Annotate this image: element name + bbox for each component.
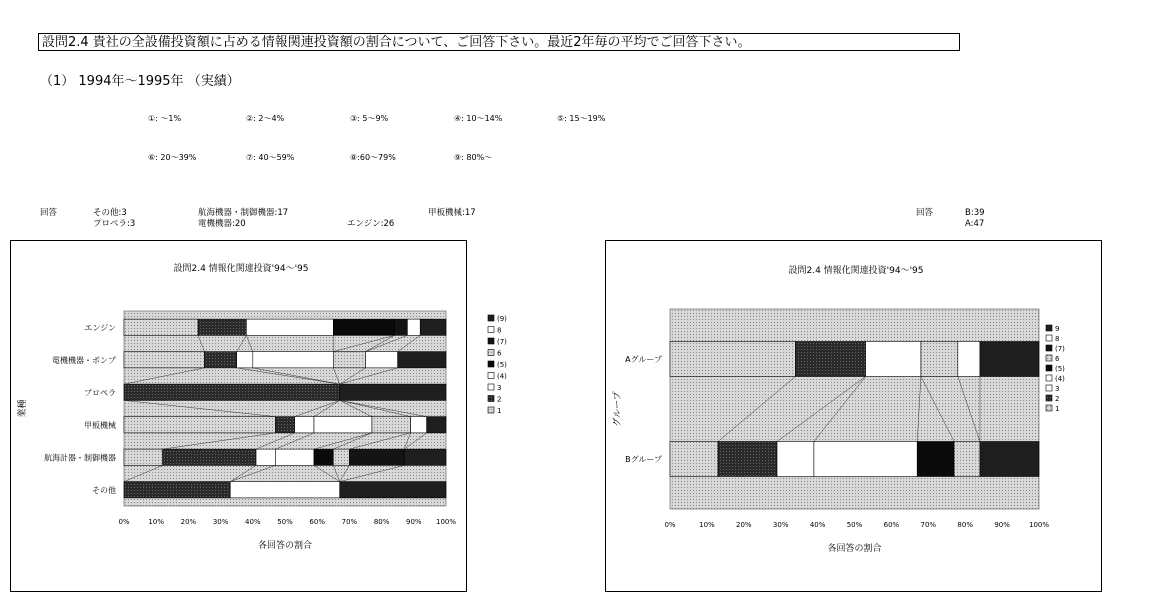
legend-label-9: 9 (1055, 325, 1060, 333)
legend-swatch-5 (1046, 365, 1052, 371)
resp-elec: 電機機器:20 (198, 219, 246, 229)
legend-swatch-6 (1046, 355, 1052, 361)
legend-label-3: 3 (497, 384, 502, 392)
x-axis-title: 各回答の割合 (827, 544, 882, 554)
x-tick-label: 30% (212, 518, 229, 526)
x-tick-label: 90% (994, 521, 1010, 529)
x-tick-label: 20% (736, 521, 752, 529)
x-tick-label: 10% (148, 518, 164, 526)
x-tick-label: 10% (699, 521, 715, 529)
legend-swatch-7 (488, 338, 494, 344)
legend-swatch-1 (1046, 405, 1052, 411)
bar-segment-電機機器・ポンプ-3 (237, 352, 253, 368)
bar-segment-航海計器・制御機器-1 (124, 449, 163, 465)
category-label: その他 (92, 485, 116, 495)
chart-panel-group (605, 240, 1102, 592)
resp-deck: 甲板機械:17 (428, 208, 476, 218)
bar-segment-航海計器・制御機器-2 (163, 449, 256, 465)
bar-segment-甲板機械-8 (411, 417, 427, 433)
legend-swatch-9 (1046, 325, 1052, 331)
y-axis-title: 業種 (18, 399, 28, 418)
x-tick-label: 50% (846, 521, 863, 529)
resp-group-a: A:47 (965, 219, 985, 229)
bar-segment-その他-2 (124, 482, 230, 498)
bar-segment-航海計器・制御機器-4 (275, 449, 314, 465)
bar-segment-電機機器・ポンプ-9 (398, 352, 446, 368)
x-tick-label: 20% (180, 518, 197, 526)
legend-swatch-2 (488, 396, 494, 402)
resp-propeller: プロペラ:3 (93, 219, 136, 229)
bar-segment-航海計器・制御機器-5 (314, 449, 333, 465)
bar-segment-電機機器・ポンプ-2 (205, 352, 237, 368)
category-label: 電機機器・ポンプ (52, 355, 116, 365)
bar-segment-エンジン-8 (407, 319, 420, 335)
bar-segment-エンジン-4 (246, 319, 333, 335)
legend-swatch-8 (1046, 335, 1052, 341)
legend-swatch-8 (488, 327, 494, 333)
chart-title: 設問2.4 情報化関連投資'94～'95 (173, 264, 309, 274)
legend-label-8: 8 (1055, 335, 1060, 343)
bar-segment-Aグループ-1 (670, 342, 795, 377)
legend-label-2: 2 (1055, 395, 1060, 403)
bar-segment-甲板機械-1 (124, 417, 275, 433)
bar-segment-Bグループ-4 (814, 442, 917, 477)
bar-segment-航海計器・制御機器-9 (404, 449, 446, 465)
left-response-label: 回答 (40, 208, 58, 218)
option-2: ②: 2～4% (246, 114, 285, 123)
legend-label-1: 1 (497, 407, 502, 415)
x-tick-label: 50% (277, 518, 293, 526)
legend-swatch-4 (488, 373, 494, 379)
bar-segment-甲板機械-4 (314, 417, 372, 433)
x-tick-label: 30% (772, 521, 789, 529)
bar-segment-電機機器・ポンプ-1 (124, 352, 205, 368)
x-tick-label: 60% (883, 521, 900, 529)
legend-label-6: 6 (497, 349, 502, 358)
category-label: Aグループ (625, 355, 662, 364)
legend-label-5: (5) (1055, 365, 1065, 373)
x-tick-label: 100% (435, 518, 457, 526)
legend-swatch-3 (488, 384, 494, 390)
category-label: 甲板機械 (84, 420, 116, 430)
bar-segment-Bグループ-9 (980, 442, 1039, 477)
x-tick-label: 90% (406, 518, 422, 526)
resp-group-b: B:39 (965, 208, 985, 218)
x-tick-label: 0% (118, 518, 130, 526)
x-tick-label: 0% (664, 521, 676, 529)
bar-segment-Bグループ-5 (917, 442, 954, 477)
legend-swatch-5 (488, 361, 494, 367)
bar-segment-航海計器・制御機器-7 (349, 449, 404, 465)
legend-swatch-7 (1046, 345, 1052, 351)
bar-segment-その他-4 (230, 482, 339, 498)
chart-panel-industry (10, 240, 507, 592)
legend-label-4: (4) (497, 372, 507, 381)
legend-swatch-6 (488, 350, 494, 356)
x-tick-label: 70% (920, 521, 937, 529)
option-3: ③: 5～9% (350, 114, 389, 123)
x-tick-label: 100% (1028, 521, 1050, 529)
bar-segment-エンジン-9 (420, 319, 446, 335)
legend-swatch-1 (488, 407, 494, 413)
x-tick-label: 40% (245, 518, 261, 526)
bar-segment-甲板機械-6 (372, 417, 411, 433)
bar-segment-Bグループ-2 (718, 442, 777, 477)
bar-segment-Bグループ-3 (777, 442, 814, 477)
bar-segment-Aグループ-9 (980, 342, 1039, 377)
legend-label-4: (4) (1055, 375, 1065, 383)
resp-nav: 航海機器・制御機器:17 (198, 208, 289, 218)
legend-label-7: (7) (1055, 345, 1065, 353)
legend-swatch-9 (488, 315, 494, 321)
bar-segment-プロペラ-2 (124, 384, 340, 400)
bar-segment-Aグループ-8 (958, 342, 980, 377)
x-tick-label: 80% (957, 521, 973, 529)
option-9: ⑨: 80%～ (454, 153, 493, 162)
legend-swatch-2 (1046, 395, 1052, 401)
x-tick-label: 70% (341, 518, 358, 526)
bar-segment-Bグループ-1 (670, 442, 718, 477)
option-1: ①: ～1% (148, 114, 182, 123)
x-axis-title: 各回答の割合 (257, 541, 313, 551)
right-response-label: 回答 (916, 208, 934, 218)
legend-label-2: 2 (497, 395, 502, 404)
legend-label-9: (9) (497, 315, 507, 323)
bar-segment-プロペラ-9 (340, 384, 446, 400)
bar-segment-その他-9 (340, 482, 446, 498)
bar-segment-エンジン-5 (333, 319, 394, 335)
legend-label-7: (7) (497, 338, 507, 346)
option-8: ⑧:60～79% (350, 153, 396, 162)
bar-segment-Aグループ-4 (866, 342, 921, 377)
legend-label-8: 8 (497, 326, 502, 335)
legend-swatch-4 (1046, 375, 1052, 381)
bar-segment-エンジン-2 (198, 319, 246, 335)
plot-area (670, 309, 1039, 509)
group-chart (606, 241, 1101, 591)
x-tick-label: 60% (309, 518, 325, 526)
bar-segment-電機機器・ポンプ-8 (366, 352, 398, 368)
legend-label-1: 1 (1055, 405, 1060, 413)
bar-segment-Aグループ-6 (921, 342, 958, 377)
option-4: ④: 10～14% (454, 114, 503, 123)
option-6: ⑥: 20～39% (148, 153, 197, 162)
bar-segment-航海計器・制御機器-6 (333, 449, 349, 465)
bar-segment-甲板機械-9 (427, 417, 446, 433)
option-7: ⑦: 40～59% (246, 153, 295, 162)
question-title: 設問2.4 貴社の全設備投資額に占める情報関連投資額の割合について、ご回答下さい。最近2年毎の平均でご回答下さい。 (38, 33, 960, 51)
category-label: プロペラ (84, 388, 116, 398)
bar-segment-電機機器・ポンプ-4 (253, 352, 333, 368)
bar-segment-Aグループ-2 (795, 342, 865, 377)
legend-label-5: (5) (497, 361, 507, 369)
bar-segment-甲板機械-2 (275, 417, 294, 433)
y-axis-title: グループ (613, 391, 623, 427)
plot-area (124, 311, 446, 506)
legend-swatch-3 (1046, 385, 1052, 391)
resp-other: その他:3 (93, 208, 127, 218)
bar-segment-エンジン-1 (124, 319, 198, 335)
category-label: Bグループ (625, 455, 662, 464)
bar-segment-エンジン-7 (394, 319, 407, 335)
x-tick-label: 40% (809, 521, 826, 529)
bar-segment-航海計器・制御機器-3 (256, 449, 275, 465)
legend-label-6: 6 (1055, 355, 1060, 363)
period-heading: （1） 1994年～1995年 （実績） (40, 74, 240, 89)
resp-engine: エンジン:26 (347, 219, 395, 229)
chart-title: 設問2.4 情報化関連投資'94～'95 (788, 266, 924, 276)
x-tick-label: 80% (373, 518, 390, 526)
industry-chart (11, 241, 507, 591)
bar-segment-電機機器・ポンプ-6 (333, 352, 365, 368)
bar-segment-Bグループ-6 (954, 442, 980, 477)
bar-segment-甲板機械-3 (295, 417, 314, 433)
category-label: 航海計器・制御機器 (44, 453, 116, 463)
category-label: エンジン (84, 323, 116, 333)
legend-label-3: 3 (1055, 385, 1060, 393)
option-5: ⑤: 15～19% (557, 114, 606, 123)
